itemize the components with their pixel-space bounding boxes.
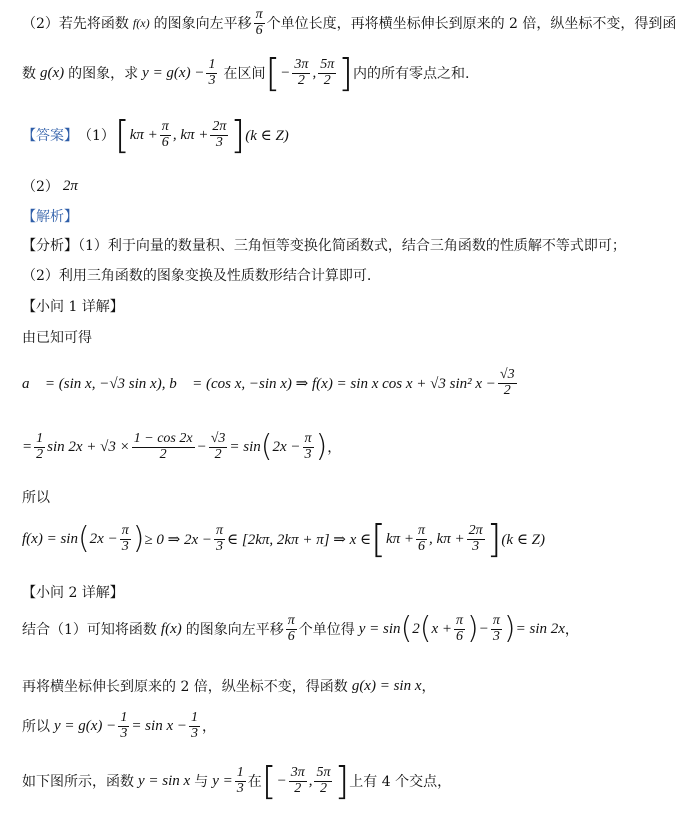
l1-sin2x: = sin 2x [515, 620, 565, 637]
comma: , [308, 772, 313, 789]
sqrt3-over-2-b [209, 432, 228, 462]
sub2-line2 [22, 676, 436, 696]
pi: π [161, 118, 169, 134]
shift-num: π [255, 7, 263, 22]
one-third-b [189, 711, 200, 741]
l1-ysin: y = sin [358, 620, 401, 637]
three: 3 [190, 725, 198, 741]
one-third [206, 58, 217, 88]
interval-left [289, 766, 307, 796]
fenxi-line-2: （2）利用三角函数的图象变换及性质数形结合计算即可. [22, 268, 372, 284]
pi-over-3 [120, 524, 131, 554]
shift-fraction [254, 8, 265, 38]
l4-y: y = [212, 772, 233, 789]
three: 3 [492, 628, 500, 644]
question-line-1 [22, 8, 676, 38]
answer-part2-label: （2） [22, 179, 59, 195]
eq2-sin2x: sin 2x + √3 × [47, 438, 130, 455]
eq3 [22, 517, 546, 561]
q2-line2-a: 数 [22, 66, 36, 82]
i-right-num: 5π [316, 764, 331, 780]
l4-e: 在 [247, 774, 262, 790]
l1-minus: − [478, 620, 489, 637]
eq1 [22, 368, 519, 398]
six: 6 [456, 628, 464, 644]
one: 1 [208, 56, 216, 72]
known-line: 由已知可得 [22, 330, 92, 346]
q2-prefix: （2）若先将函数 [22, 16, 129, 33]
paren-outer-left: ( [400, 611, 413, 647]
l4-ysinx: y = sin x [138, 772, 191, 789]
bracket-right: ] [334, 759, 350, 803]
pi: π [418, 522, 426, 538]
i-right-den: 2 [323, 72, 331, 88]
sub2-heading: 【小问 2 详解】 [22, 585, 124, 601]
l4-c: 与 [194, 774, 209, 790]
one-minus-cos [132, 432, 195, 462]
interval-left [292, 58, 310, 88]
interval-right [314, 766, 332, 796]
eq3-2x: 2x − [89, 530, 118, 547]
l1-fx: f(x) [160, 620, 182, 637]
sqrt3-over-2 [498, 368, 517, 398]
f-of-x: f(x) [132, 15, 150, 30]
sub2-line4 [22, 759, 452, 803]
answer-kpi-2: , kπ + [172, 126, 209, 143]
answer-right-bracket: ] [230, 113, 246, 157]
three: 3 [304, 446, 312, 462]
answer-part2 [22, 176, 78, 196]
l1-c: 个单位得 [298, 622, 355, 639]
answer-label: 【答案】 [22, 128, 78, 144]
eq2-sin: = sin [229, 438, 261, 455]
answer-left-bracket: [ [114, 113, 130, 157]
eq2-2x: 2x − [272, 438, 301, 455]
fenxi-line: 【分析】（1）利于向量的数量积、三角恒等变换化简函数式，结合三角函数的性质解不等式即可； [22, 238, 626, 254]
eq3-in: ∈ [2kπ, 2kπ + π] ⇒ x ∈ [227, 531, 372, 548]
l2-gx: g(x) = sin x [351, 677, 422, 694]
six: 6 [161, 134, 169, 150]
question-line-2 [22, 51, 470, 95]
pi: π [216, 522, 224, 538]
l3-yg: y = g(x) − [54, 717, 117, 734]
g-of-x: g(x) [40, 64, 65, 81]
answer-2pi-3 [210, 120, 228, 150]
two: 2 [503, 382, 511, 398]
i-left-num: 3π [294, 56, 309, 72]
answer-k-in-z: (k ∈ Z) [245, 127, 289, 144]
2pi-over-3 [467, 524, 485, 554]
eq2-minus: − [196, 438, 207, 455]
eq3-kpi-2: , kπ + [429, 530, 465, 547]
two-pi: 2π [212, 118, 227, 134]
eq3-kpi: kπ + [385, 530, 415, 547]
paren-left: ( [77, 521, 90, 556]
two: 2 [214, 446, 222, 462]
right-bracket: ] [338, 51, 354, 95]
paren-inner-right: ) [467, 611, 479, 647]
six: 6 [418, 538, 426, 554]
eq3-k-in-z: (k ∈ Z) [501, 531, 546, 548]
l3-sinx: = sin x − [131, 717, 187, 734]
paren-left: ( [260, 429, 273, 465]
paren-outer-right: ) [503, 611, 516, 647]
pi-over-3-b [214, 524, 225, 554]
pi-over-6 [416, 524, 427, 554]
q2-line2-c: 在区间 [223, 66, 266, 82]
two-pi: 2π [468, 522, 483, 538]
analysis-label: 【解析】 [22, 209, 78, 225]
sub1-heading: 【小问 1 详解】 [22, 299, 124, 315]
l4-f: 上有 4 个交点， [349, 774, 452, 790]
answer-pi-6 [160, 120, 171, 150]
q2-line2-b: 的图象，求 [68, 66, 139, 82]
eq2 [22, 429, 342, 465]
pi: π [121, 522, 129, 538]
pi: π [287, 613, 295, 628]
one: 1 [120, 710, 128, 725]
pi: π [456, 613, 464, 628]
three: 3 [236, 780, 244, 796]
pi-over-3 [491, 614, 502, 644]
pi: π [304, 431, 312, 446]
interval-right [318, 58, 336, 88]
three: 3 [472, 538, 480, 554]
q2-line2-d: 内的所有零点之和. [353, 66, 470, 82]
l1-b: 的图象向左平移 [185, 622, 284, 639]
eq2-eq: = [22, 438, 33, 455]
pi-over-6 [286, 614, 297, 644]
l1-a: 结合（1）可知将函数 [22, 622, 157, 639]
three: 3 [121, 538, 129, 554]
i-right-den: 2 [319, 780, 327, 796]
paren-inner-left: ( [419, 611, 432, 647]
answer-part2-value: 2π [62, 177, 78, 194]
l4-a: 如下图所示，函数 [22, 774, 134, 790]
three: 3 [120, 725, 128, 741]
three: 3 [215, 134, 223, 150]
eq3-f: f(x) = sin [22, 530, 78, 547]
eq1-main: a⃗ = (sin x, −√3 sin x), b⃗ = (cos x, −sin x) ⇒ f(x) = sin x cos x + √3 sin² x − [22, 375, 496, 392]
suoyi-line: 所以 [22, 490, 50, 506]
sqrt3: √3 [210, 431, 226, 446]
bracket-left: [ [261, 759, 277, 803]
half-num: 1 [36, 431, 44, 446]
one: 1 [190, 710, 198, 725]
sqrt3: √3 [499, 367, 515, 382]
l3-a: 所以 [22, 719, 50, 736]
comma: ， [327, 440, 342, 457]
comma: ， [564, 622, 579, 639]
answer-part1-label: （1） [78, 128, 115, 144]
y-expr: y = g(x) − [142, 64, 205, 81]
paren-right: ) [315, 429, 328, 465]
l1-two: 2 [412, 620, 420, 637]
pi: π [492, 613, 500, 628]
one: 1 [236, 764, 244, 780]
l1-xplus: x + [431, 620, 453, 637]
q2-mid2: 个单位长度，再将横坐标伸长到原来的 2 倍，纵坐标不变，得到函 [266, 16, 677, 33]
comma: , [312, 64, 317, 81]
pi-over-3 [303, 432, 314, 462]
comma: ， [421, 679, 436, 695]
l2-a: 再将横坐标伸长到原来的 2 倍，纵坐标不变，得函数 [22, 679, 348, 695]
left-bracket: [ [265, 51, 281, 95]
three: 3 [208, 72, 216, 88]
one-third [118, 711, 129, 741]
bracket-left: [ [371, 517, 386, 561]
i-right-num: 5π [320, 56, 335, 72]
comma: ， [201, 719, 216, 736]
sub2-line3 [22, 711, 216, 741]
i-left-den: 2 [297, 72, 305, 88]
half-den: 2 [36, 446, 44, 462]
sub2-line1 [22, 611, 579, 647]
cos-num: 1 − cos 2x [133, 431, 193, 446]
answer-kpi: kπ + [129, 126, 158, 143]
answer-line [22, 113, 289, 157]
q2-mid1: 的图象向左平移 [153, 16, 252, 33]
six: 6 [287, 628, 295, 644]
shift-den: 6 [255, 22, 263, 38]
i-left-den: 2 [294, 780, 302, 796]
cos-den: 2 [159, 446, 167, 462]
one-third [235, 766, 246, 796]
minus-sign: − [280, 64, 291, 81]
bracket-right: ] [486, 517, 502, 561]
eq3-geq: ≥ 0 ⇒ 2x − [144, 531, 213, 548]
three: 3 [216, 538, 224, 554]
half [34, 432, 45, 462]
i-left-num: 3π [290, 764, 305, 780]
paren-right: ) [132, 521, 145, 556]
minus-sign: − [276, 772, 287, 789]
pi-over-6-b [454, 614, 465, 644]
